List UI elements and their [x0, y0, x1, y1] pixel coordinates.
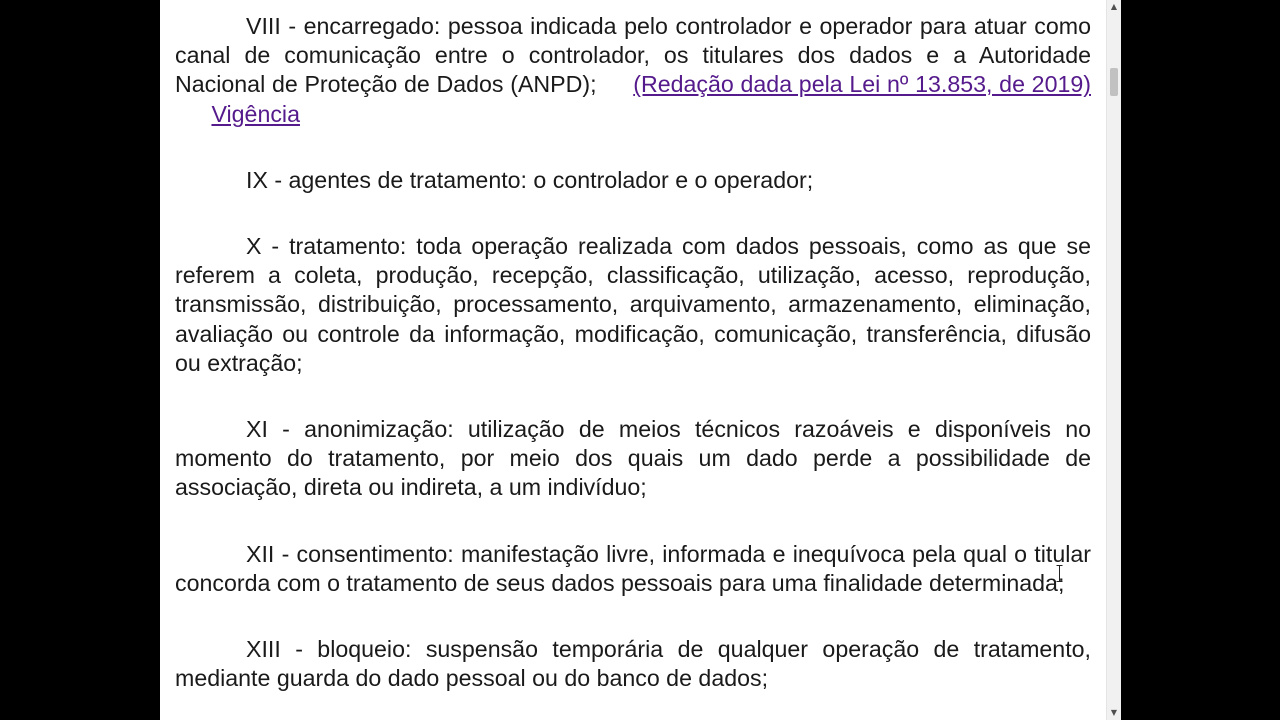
- paragraph-x: [175, 232, 1091, 378]
- vigencia-link[interactable]: Vigência: [211, 100, 300, 127]
- paragraph-viii-text: VIII - encarregado: pessoa indicada pelo controlador e operador para atuar como canal de comunicação entre o controlador, os titulares dos dados e a Autoridade Nacional de Proteção de Dados (ANPD);: [175, 13, 1091, 98]
- paragraph-x-text: X - tratamento: toda operação realizada com dados pessoais, como as que se referem a coleta, produção, recepção, classificação, utilização, acesso, reprodução, transmissão, distribuição, processamento, arquivamento, armazenamento, eliminação, avaliação ou controle da informação, modificação, comunicação, transferência, difusão ou extração;: [175, 233, 1091, 376]
- scroll-down-arrow-icon[interactable]: ▼: [1110, 708, 1118, 717]
- paragraph-xii: [175, 540, 1091, 598]
- scroll-thumb[interactable]: [1110, 68, 1118, 96]
- scroll-up-arrow-icon[interactable]: ▲: [1110, 2, 1118, 11]
- text-cursor-icon: [1056, 565, 1063, 582]
- document-viewport: [160, 0, 1120, 720]
- paragraph-xiii-text: XIII - bloqueio: suspensão temporária de qualquer operação de tratamento, mediante guarda do dado pessoal ou do banco de dados;: [175, 636, 1091, 692]
- paragraph-xi: [175, 415, 1091, 503]
- paragraph-ix-text: IX - agentes de tratamento: o controlador e o operador;: [246, 166, 814, 193]
- paragraph-ix: [175, 166, 1091, 195]
- document-content: [175, 12, 1091, 720]
- amendment-link[interactable]: (Redação dada pela Lei nº 13.853, de 2019): [633, 71, 1091, 98]
- paragraph-xii-text: XII - consentimento: manifestação livre, informada e inequívoca pela qual o titular concorda com o tratamento de seus dados pessoais para uma finalidade determinada;: [175, 540, 1091, 596]
- paragraph-viii: [175, 12, 1091, 129]
- paragraph-xiii: [175, 635, 1091, 693]
- vertical-scrollbar[interactable]: [1106, 0, 1121, 720]
- paragraph-xi-text: XI - anonimização: utilização de meios técnicos razoáveis e disponíveis no momento do tratamento, por meio dos quais um dado perde a possibilidade de associação, direta ou indireta, a um indivíduo;: [175, 416, 1091, 501]
